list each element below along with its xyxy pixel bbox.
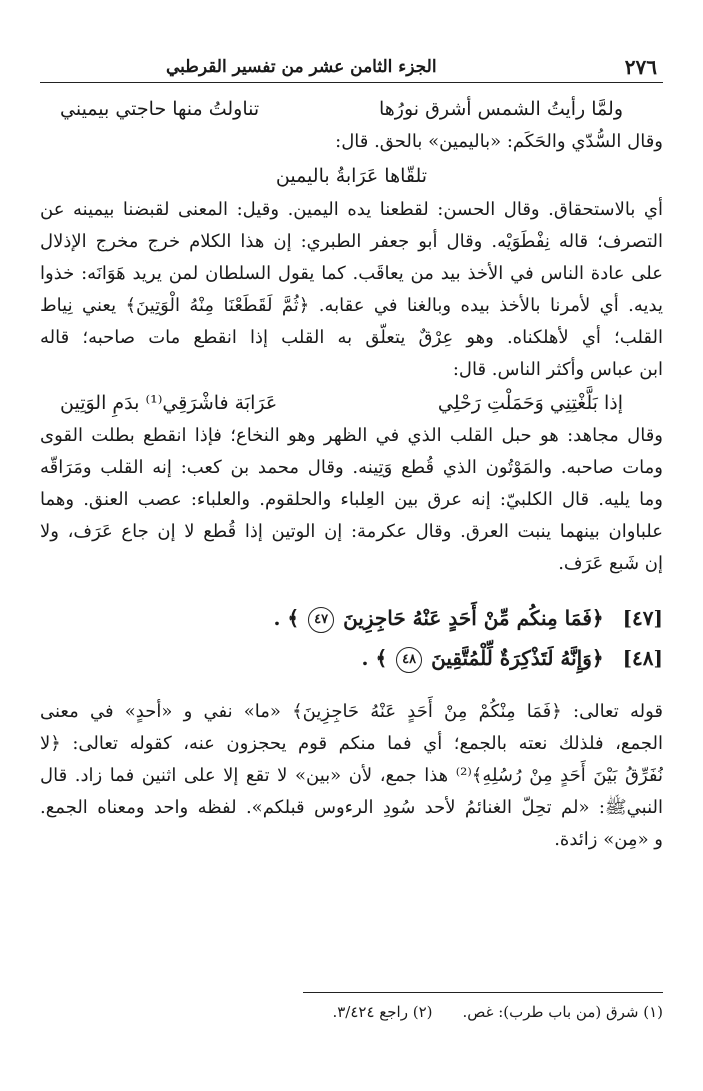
quran-ayah xyxy=(40,638,663,678)
poetry-verse xyxy=(40,92,663,126)
text-line: القلب؛ أي لأهلكناه. وهو عِرْقٌ يتعلّق به القلب إذا انقطع مات صاحبه؛ قاله xyxy=(40,327,663,348)
verse-first-hemistich: إذا بَلَّغْتِنِي وَحَمَلْتِ رَحْلِي xyxy=(437,392,623,414)
text-line: وقال السُّدّي والحَكَم: «باليمين» بالحق. قال: xyxy=(335,131,663,152)
footnotes xyxy=(303,992,663,1021)
text-line: يديه. أي لأمرنا بالأخذ بيده وبالغنا في عقابه. ﴿ثُمَّ لَقَطَعْنَا مِنْهُ الْوَتِينَ﴾ يعني نِياط xyxy=(40,295,663,316)
verse-first-hemistich: ولمَّا رأيتُ الشمس أشرق نورُها xyxy=(378,98,623,120)
ayah-number-marker: ٤٨ xyxy=(396,647,422,673)
verse-second-hemistich: عَرَابَة فاشْرَقِي⁽¹⁾ بدَمِ الوَتِين xyxy=(60,392,278,414)
text-line: الجمع، فلذلك نعته بالجمع؛ أي فما منكم قوم يحجزون عنه، كقوله تعالى: ﴿لا xyxy=(40,733,663,754)
page-header xyxy=(40,52,663,83)
text-line: نُفَرِّقُ بَيْنَ أَحَدٍ مِنْ رُسُلِهِ﴾⁽²⁾ هذا جمع، لأن «بين» لا تقع إلا على اثنين فما زاد. قال xyxy=(40,765,663,786)
text-line: على عادة الناس في الأخذ بيد من يعاقَب. كما يقول السلطان لمن يريد هَوَانَه: خذوا xyxy=(40,263,663,284)
poetry-verse xyxy=(40,386,663,420)
quran-ayah xyxy=(40,598,663,638)
text-line: ومات صاحبه. والمَوْتُون الذي قُطع وَتِينه. وقال محمد بن كعب: إنه القلب ومَرَاقّه xyxy=(40,457,663,478)
text-line: قوله تعالى: ﴿فَمَا مِنْكُمْ مِنْ أَحَدٍ عَنْهُ حَاجِزِينَ﴾ «ما» نفي و «أحدٍ» في معنى xyxy=(40,701,663,722)
text-line: النبيﷺ: «لم تحِلّ الغنائمُ لأحد سُودِ الرءوس قبلكم». لفظه واحد ومعناه الجمع. xyxy=(40,797,663,818)
text-line: و «مِن» زائدة. xyxy=(554,829,663,850)
page-number: ٢٧٦ xyxy=(624,55,657,79)
running-title: الجزء الثامن عشر من تفسير القرطبي xyxy=(166,57,437,77)
page-body xyxy=(40,92,663,856)
footnote-2: (٢) راجع ٣/٤٢٤. xyxy=(332,1003,433,1021)
poetry-line-centered: تلقّاها عَرَابةُ باليمين xyxy=(275,165,428,187)
ayah-text: ﴿وَإِنَّهُ لَتَذْكِرَةٌ لِّلْمُتَّقِينَ xyxy=(431,646,604,670)
text-line: وما يليه. قال الكلبيّ: إنه عرق بين العِلباء والحلقوم. والعلباء: عصب العنق. وهما xyxy=(40,489,663,510)
ayah-reference: [٤٨] xyxy=(622,646,663,670)
ayah-end: ﴾ . xyxy=(273,606,300,630)
ayah-number-marker: ٤٧ xyxy=(308,607,334,633)
text-line: علباوان بينهما ينبت العرق. وقال عكرمة: إن الوتين إذا قُطع لا إن جاع عَرَف، ولا xyxy=(40,521,663,542)
ayah-end: ﴾ . xyxy=(361,646,388,670)
text-line: ابن عباس وأكثر الناس. قال: xyxy=(452,359,663,380)
text-line: وقال مجاهد: هو حبل القلب الذي في الظهر وهو النخاع؛ فإذا انقطع بطلت القوى xyxy=(40,425,663,446)
text-line: إن شَبع عَرَف. xyxy=(558,553,663,574)
footnote-1: (١) شرق (من باب طرب): غص. xyxy=(462,1003,663,1021)
ayah-text: ﴿فَمَا مِنكُم مِّنْ أَحَدٍ عَنْهُ حَاجِزِينَ xyxy=(343,606,604,630)
text-line: التصرف؛ قاله نِفْطَوَيْه. وقال أبو جعفر الطبري: إن هذا الكلام خرج مخرج الإذلال xyxy=(40,231,663,252)
text-line: أي بالاستحقاق. وقال الحسن: لقطعنا يده اليمين. وقيل: المعنى لقبضنا بيمينه عن xyxy=(40,199,663,220)
ayah-reference: [٤٧] xyxy=(622,606,663,630)
verse-second-hemistich: تناولتُ منها حاجتي بيميني xyxy=(60,98,260,120)
